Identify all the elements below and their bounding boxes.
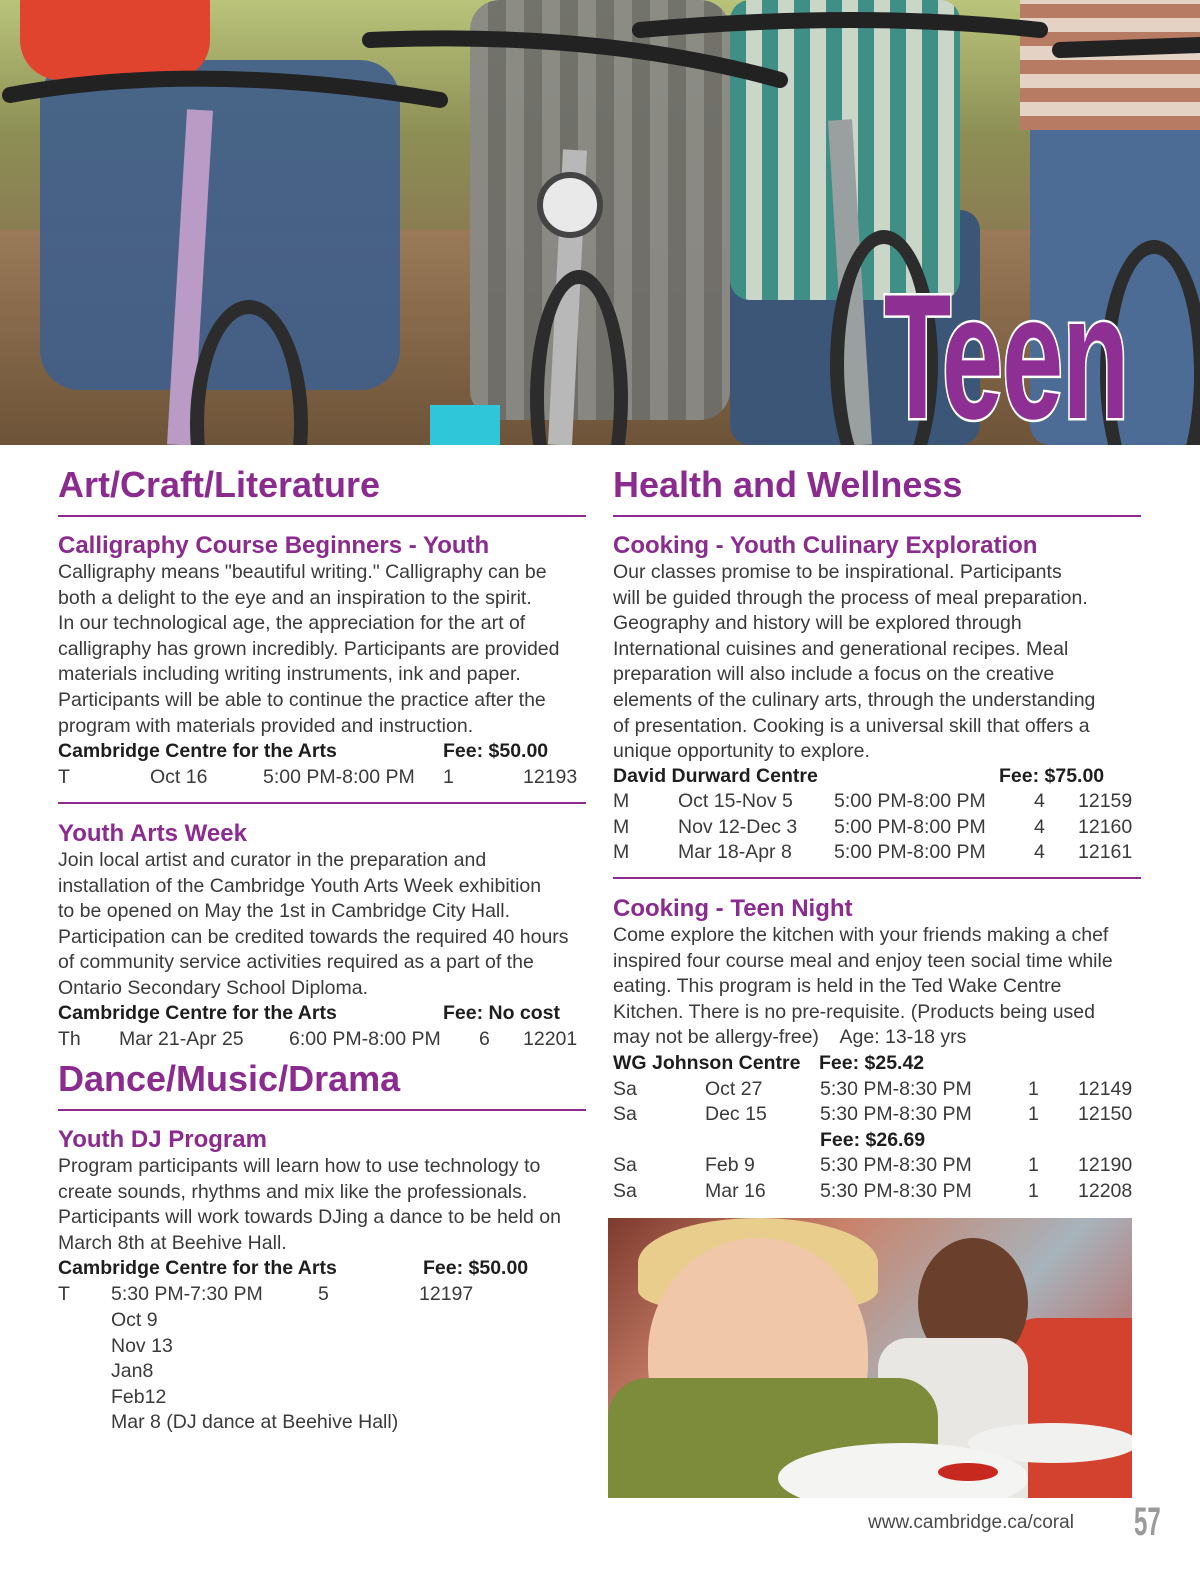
divider [613,877,1141,879]
course-title-youth-arts-week: Youth Arts Week [58,820,247,847]
course-title-teen-night: Cooking - Teen Night [613,895,853,922]
course-description-youth-dj: Program participants will learn how to use technology to create sounds, rhythms and mix like the professionals. Participants will work towards DJing a dance to be held on March 8th at Beehive Hall. [58,1155,561,1254]
fee: Fee: $50.00 [423,1257,529,1279]
teen-title: Teen [883,257,1128,456]
fee: Fee: $75.00 [999,765,1105,787]
divider [58,515,586,517]
location: Cambridge Centre for the Arts [58,1257,337,1279]
page-number: 57 [1134,1500,1161,1544]
course-title-calligraphy: Calligraphy Course Beginners - Youth [58,532,490,559]
course-title-culinary: Cooking - Youth Culinary Exploration [613,532,1038,559]
cooking-photo [608,1218,1132,1498]
location: David Durward Centre [613,765,818,787]
divider [58,1109,586,1111]
fee: Fee: No cost [443,1002,561,1024]
divider [58,802,586,804]
fee: Fee: $26.69 [820,1129,926,1151]
section-heading-dance: Dance/Music/Drama [58,1058,401,1099]
location: WG Johnson Centre [613,1052,801,1074]
footer-url[interactable]: www.cambridge.ca/coral [868,1512,1074,1533]
fee: Fee: $50.00 [443,740,549,762]
course-description-teen-night: Come explore the kitchen with your friends making a chef inspired four course meal and enjoy teen social time while eating. This program is held in the Ted Wake Centre Kitchen. There is no pre-requisite. (Products being used may not be allergy-free) Age: 13-18 yrs [613,924,1113,1049]
section-heading-health: Health and Wellness [613,464,963,505]
location: Cambridge Centre for the Arts [58,740,337,762]
dj-date-list: Oct 9 Nov 13 Jan8 Feb12 Mar 8 (DJ dance at Beehive Hall) [111,1309,399,1434]
divider [613,515,1141,517]
course-description-culinary: Our classes promise to be inspirational. Participants will be guided through the process of meal preparation. Geography and history will be explored through International cuisines and generational recipes. Meal preparation will also include a focus on the creative elements of the culinary arts, through the understanding of presentation. Cooking is a universal skill that offers a unique opportunity to explore. [613,561,1096,763]
course-description-youth-arts-week: Join local artist and curator in the preparation and installation of the Cambridge Youth Arts Week exhibition to be opened on May the 1st in Cambridge City Hall. Participation can be credited towards the required 40 hours of community service activities required as a part of the Ontario Secondary School Diploma. [58,849,569,999]
course-description-calligraphy: Calligraphy means "beautiful writing." Calligraphy can be both a delight to the eye and an inspiration to the spirit. In our technological age, the appreciation for the art of calligraphy has grown incredibly. Participants are provided materials including writing instruments, ink and paper. Participants will be able to continue the practice after the program with materials provided and instruction. [58,561,560,737]
section-heading-art: Art/Craft/Literature [58,464,381,505]
fee: Fee: $25.42 [819,1052,925,1074]
course-title-youth-dj: Youth DJ Program [58,1126,267,1153]
location: Cambridge Centre for the Arts [58,1002,337,1024]
